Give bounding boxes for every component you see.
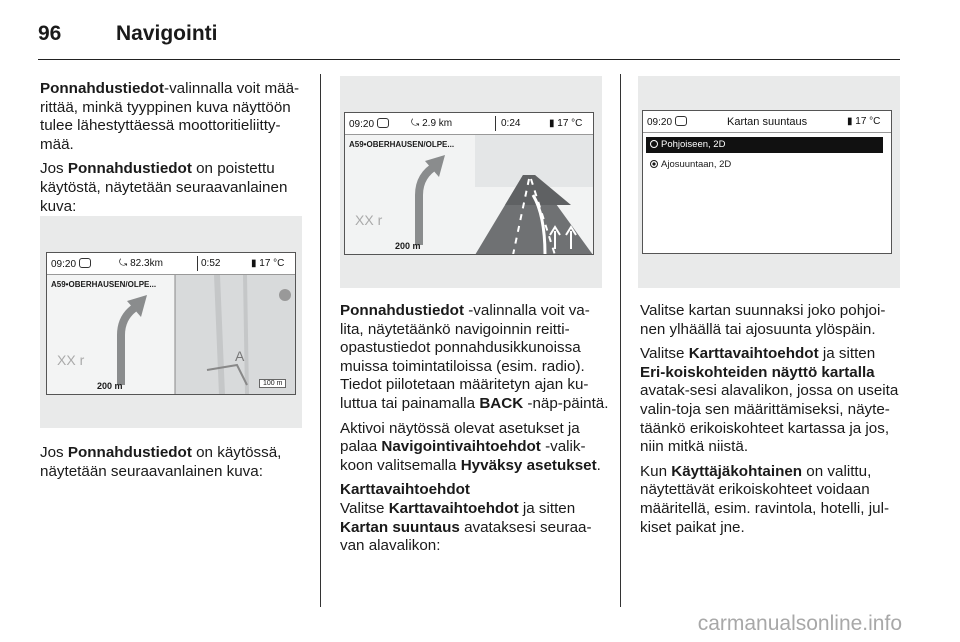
column-3-text — [640, 302, 902, 543]
term-bold: Ponnahdustiedot — [340, 302, 465, 319]
subheading: Karttavaihtoehdot — [340, 481, 470, 499]
text: on valittu, näytettävät erikoiskohteet voidaan määritellä, esim. ravintola, hotelli, jul-kiset paikat jne. — [640, 462, 889, 536]
text: ja sitten — [818, 345, 876, 363]
paragraph — [340, 500, 610, 556]
clock: 09:20 — [647, 116, 687, 128]
guidance-graphic — [47, 275, 295, 395]
distance: ⤿ 82.3km — [119, 258, 163, 269]
map-letter: A — [235, 348, 245, 364]
map-scale: 100 m — [259, 379, 286, 388]
column-1-top — [40, 80, 308, 222]
page-number: 96 — [38, 22, 62, 45]
text: avataksesi seuraa-van alavalikon: — [340, 518, 592, 555]
text: on käytössä, näytetään seuraavanlainen kuva: — [40, 444, 282, 480]
road-name: A59•OBERHAUSEN/OLPE... — [51, 280, 157, 289]
road-name: A59•OBERHAUSEN/OLPE... — [349, 140, 455, 149]
text: -valinnalla voit va-lita, näytetäänkö navigoinnin reitti-opastustiedot ponnahdusikkunoissa muissa toimintatiloissa (esim. radio). Tiedot piilotetaan määritetyn ajan ku-luttua tai painamalla — [340, 302, 590, 412]
duration: 0:24 — [501, 118, 521, 129]
paragraph — [40, 80, 308, 154]
svg-text:XX r: XX r — [57, 352, 85, 368]
screen-illustration-3 — [638, 76, 900, 288]
term-bold: Navigointivaihtoehdot — [381, 438, 541, 456]
text: -näp-päintä. — [523, 394, 609, 412]
nav-display — [344, 112, 594, 255]
text: Valitse — [340, 499, 389, 517]
status-bar — [345, 113, 593, 135]
turn-distance: 200 m — [395, 241, 421, 251]
paragraph — [340, 420, 610, 476]
text: Jos — [40, 444, 68, 461]
screen-illustration-1 — [40, 216, 302, 428]
distance: ⤿ 2.9 km — [411, 118, 453, 129]
term-bold: Ponnahdustiedot — [67, 444, 192, 461]
column-divider — [620, 74, 621, 607]
nav-display — [46, 252, 296, 395]
term-bold: Kartan suuntaus — [340, 518, 460, 536]
text: ja sitten — [518, 499, 576, 517]
option-heading-up[interactable]: Ajosuuntaan, 2D — [646, 157, 883, 173]
svg-text:XX r: XX r — [355, 212, 383, 228]
route-chip-icon — [675, 116, 687, 126]
status-bar — [47, 253, 295, 275]
duration: 0:52 — [201, 258, 221, 269]
text: -valinnalla voit mää-rittää, minkä tyyppinen kuva näyttöön tulee lähestyttäessä moottoritieliitty-mää. — [40, 80, 300, 153]
temperature: ▮ 17 °C — [251, 258, 285, 269]
term-bold: Karttavaihtoehdot — [388, 499, 519, 517]
page-title: Navigointi — [116, 22, 218, 45]
temperature: ▮ 17 °C — [847, 116, 881, 127]
term-bold: Karttavaihtoehdot — [688, 345, 819, 363]
paragraph — [40, 444, 308, 481]
text: -valik-koon valitsemalla — [340, 438, 586, 474]
turn-distance: 200 m — [97, 381, 123, 391]
screen-illustration-2 — [340, 76, 602, 288]
paragraph: Valitse kartan suunnaksi joko pohjoi-nen ylhäällä tai ajosuunta ylöspäin. — [640, 302, 886, 338]
term-bold: Käyttäjäkohtainen — [671, 462, 803, 480]
column-2-text — [340, 302, 610, 562]
menu-display — [642, 110, 892, 254]
radio-icon — [650, 140, 658, 148]
term-bold: Hyväksy asetukset — [460, 456, 597, 474]
page-header — [38, 18, 900, 60]
option-north-up[interactable]: Pohjoiseen, 2D — [646, 137, 883, 153]
clock: 09:20 — [51, 258, 91, 270]
term-bold: Ponnahdustiedot — [40, 80, 165, 97]
paragraph — [340, 481, 610, 500]
text: . — [596, 456, 601, 474]
text: Kun — [640, 462, 672, 480]
text: avatak-sesi alavalikon, jossa on useita valin-toja sen määrittämiseksi, näyte-täänkö erikoiskohteet kartassa ja jos, niin mitkä niistä. — [640, 382, 899, 456]
paragraph — [640, 345, 902, 457]
text: Valitse — [640, 345, 689, 363]
highway-graphic — [345, 135, 593, 255]
term-bold: BACK — [479, 394, 524, 412]
paragraph — [640, 463, 902, 537]
text: on poistettu käytöstä, näytetään seuraavanlainen kuva: — [40, 160, 288, 215]
temperature: ▮ 17 °C — [549, 118, 583, 129]
paragraph — [340, 302, 610, 414]
text: Jos — [40, 160, 68, 178]
paragraph — [40, 160, 308, 216]
clock: 09:20 — [349, 118, 389, 130]
menu-title: Kartan suuntaus — [727, 116, 808, 128]
status-bar — [643, 111, 891, 133]
text: Aktivoi näytössä olevat asetukset ja palaa — [340, 419, 580, 456]
term-bold: Ponnahdustiedot — [67, 160, 192, 178]
radio-selected-icon — [650, 160, 658, 168]
term-bold: Eri-koiskohteiden näyttö kartalla — [640, 363, 875, 381]
route-chip-icon — [377, 118, 389, 128]
route-chip-icon — [79, 258, 91, 268]
column-1-bottom — [40, 444, 308, 487]
column-divider — [320, 74, 321, 607]
watermark: carmanualsonline.info — [697, 612, 902, 635]
